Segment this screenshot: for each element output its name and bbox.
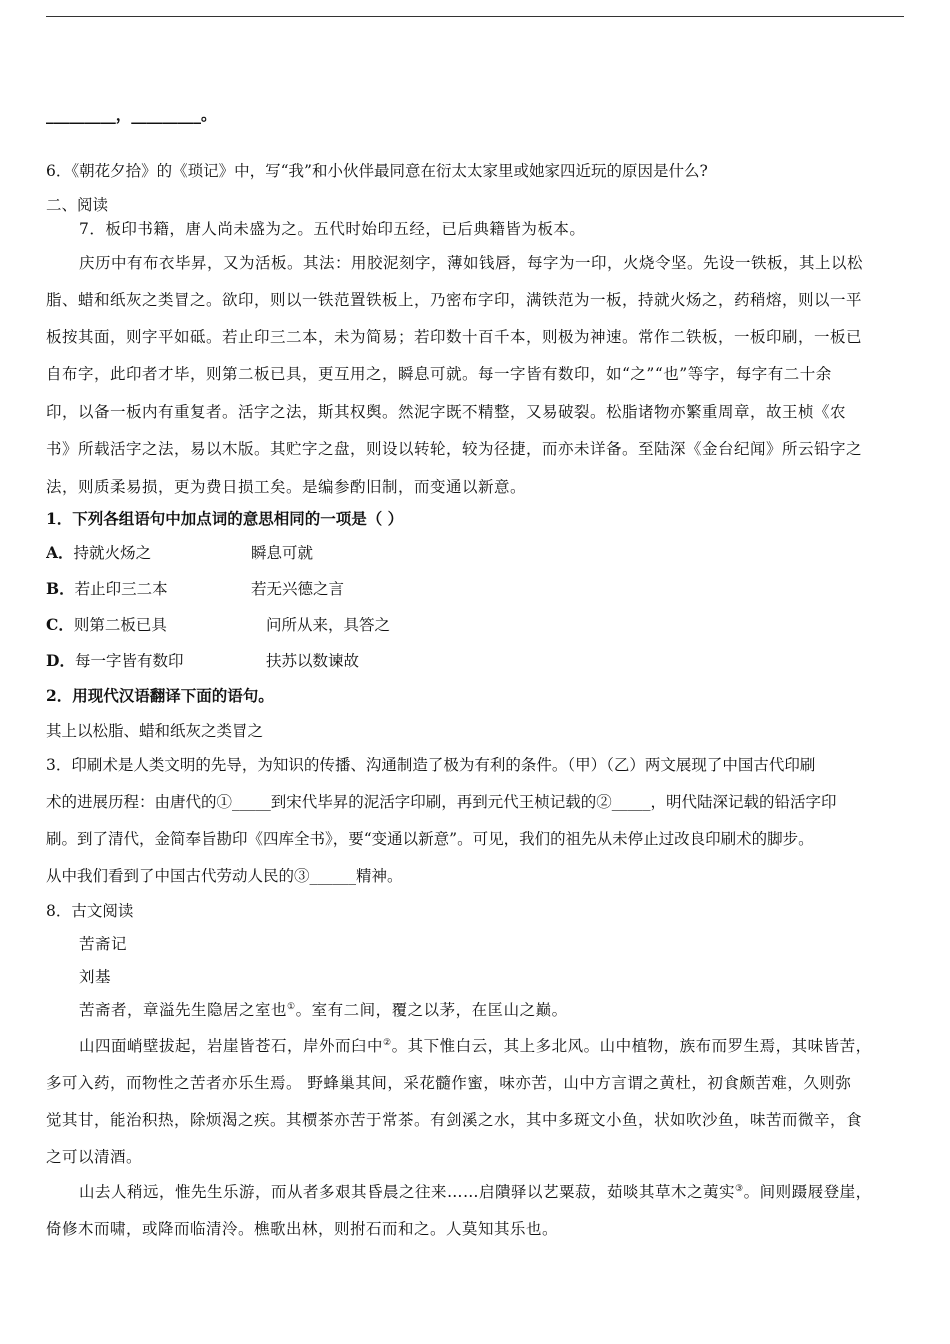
passage-7-line-3: 脂、蜡和纸灰之类冒之。欲印，则以一铁范置铁板上，乃密布字印，满铁范为一板，持就火炀之，药稍熔，则以一平 — [46, 291, 863, 309]
footnote-marker: ③ — [735, 1183, 744, 1194]
option-a[interactable]: A．持就火炀之 瞬息可就 — [46, 543, 314, 562]
footnote-marker: ① — [287, 1001, 296, 1012]
dotted-word: 数 — [312, 652, 329, 670]
dotted-word: 数 — [152, 652, 168, 670]
section-heading-reading: 二、阅读 — [46, 196, 109, 214]
footnote-marker: ② — [383, 1037, 392, 1048]
question-2-sentence: 其上以松脂、蜡和纸灰之类冒之 — [46, 722, 264, 740]
dotted-word: 就 — [89, 544, 105, 562]
essay-paragraph-2-line-2: 多可入药，而物性之苦者亦乐生焉。 野蜂巢其间，采花髓作蜜，味亦苦，山中方言谓之黄杜，初食颇苦难，久则弥 — [46, 1074, 852, 1092]
dotted-word: 于 — [366, 1111, 383, 1129]
essay-author: 刘基 — [79, 968, 112, 986]
option-d[interactable]: D．每一字皆有数印 扶苏以数谏故 — [46, 651, 360, 670]
question-3-line-3: 刷。到了清代，金简奉旨勘印《四库全书》，要“变通以新意”。可见，我们的祖先从未停止过改良印刷术的脚步。 — [46, 830, 814, 848]
passage-7-line-2: 庆历中有布衣毕昇，又为活板。其法：用胶泥刻字，薄如钱唇，每字为一印，火烧令坚。先设一铁板，其上以松 — [79, 254, 864, 272]
question-8-stem: 8．古文阅读 — [46, 902, 134, 920]
option-d-second: 扶苏以数谏故 — [266, 652, 360, 670]
essay-paragraph-1: 苦斋者，章溢先生隐居之室也①。室有二间，覆之以茅，在匡山之巅。 — [79, 1001, 568, 1019]
dotted-word: 若 — [74, 580, 91, 598]
essay-paragraph-2-line-3: 觉其甘，能治积热，除烦渴之疾。其槚茶亦苦于常茶。有剑溪之水，其中多斑文小鱼，状如吹沙鱼，味苦而微辛，食 — [46, 1111, 863, 1129]
dotted-word: 以 — [423, 1001, 440, 1019]
dotted-word: 就 — [297, 544, 314, 562]
essay-title: 苦斋记 — [79, 935, 128, 953]
passage-7-line-4: 板按其面，则字平如砥。若止印三二本，未为简易；若印数十百千本，则极为神速。常作二铁板，一板印刷，一板已 — [46, 328, 863, 346]
question-3-line-2: 术的进展历程：由唐代的①_____到宋代毕昇的泥活字印刷，再到元代王桢记载的②_____，明代陆深记载的铅活字印 — [46, 793, 837, 811]
essay-paragraph-3-line-1: 山去人稍远，惟先生乐游，而从者多艰其昏晨之往来……启隤驿以艺粟菽，茹啖其草木之荑实③。间则蹑屐登崖， — [79, 1183, 872, 1201]
dotted-word: 具 — [151, 616, 167, 634]
answer-blanks: _________，_________。 — [46, 105, 217, 124]
passage-7-line-1: 7．板印书籍，唐人尚未盛为之。五代时始印五经，已后典籍皆为板本。 — [79, 220, 586, 238]
option-a-label: A． — [46, 543, 74, 562]
header-rule — [46, 16, 904, 17]
option-c-second: 问所从来，具答之 — [266, 616, 391, 634]
passage-7-line-5: 自布字，此印者才毕，则第二板已具，更互用之，瞬息可就。每一字皆有数印，如“之”“也”等字，每字有二十余 — [46, 365, 832, 383]
option-b[interactable]: B．若止印三二本 若无兴德之言 — [46, 579, 345, 598]
dotted-word: 具 — [343, 616, 360, 634]
question-3-line-4: 从中我们看到了中国古代劳动人民的③______精神。 — [46, 867, 403, 885]
passage-7-line-6: 印，以备一板内有重复者。活字之法，斯其权舆。然泥字既不精整，又易破裂。松脂诸物亦繁重周章，故王桢《农 — [46, 403, 847, 421]
essay-paragraph-3-line-2: 倚修木而啸，或降而临清泠。樵歌出林，则拊石而和之。人莫知其乐也。 — [46, 1220, 559, 1238]
essay-paragraph-2-line-1: 山四面峭壁拔起，岩崖皆苍石，岸外而臼中②。其下惟白云，其上多北风。山中植物，族布而罗生焉，其味皆苦， — [79, 1037, 872, 1055]
option-c[interactable]: C．则第二板已具 问所从来，具答之 — [46, 615, 391, 634]
dotted-word: 若 — [251, 580, 267, 598]
option-b-second: 若无兴德之言 — [251, 580, 345, 598]
question-1-stem: 1．下列各组语句中加点词的意思相同的一项是（ ） — [46, 509, 404, 528]
option-c-label: C． — [46, 615, 74, 634]
option-d-label: D． — [46, 651, 75, 670]
option-a-second: 瞬息可就 — [251, 544, 314, 562]
passage-7-line-7: 书》所载活字之法，易以木版。其贮字之盘，则设以转轮，较为径捷，而亦未详备。至陆深《金台纪闻》所云铅字之 — [46, 440, 863, 458]
passage-7-line-8: 法，则质柔易损，更为费日损工矣。是编参酌旧制，而变通以新意。 — [46, 478, 527, 496]
question-6: 6．《朝花夕拾》的《琐记》中，写“我”和小伙伴最同意在衍太太家里或她家四近玩的原因是什么? — [46, 162, 708, 180]
question-2-stem: 2．用现代汉语翻译下面的语句。 — [46, 686, 274, 705]
essay-paragraph-2-line-4: 之可以清酒。 — [46, 1148, 143, 1166]
option-b-label: B． — [46, 579, 75, 598]
question-3-line-1: 3．印刷术是人类文明的先导，为知识的传播、沟通制造了极为有利的条件。（甲）（乙）两文展现了中国古代印刷 — [46, 756, 816, 774]
